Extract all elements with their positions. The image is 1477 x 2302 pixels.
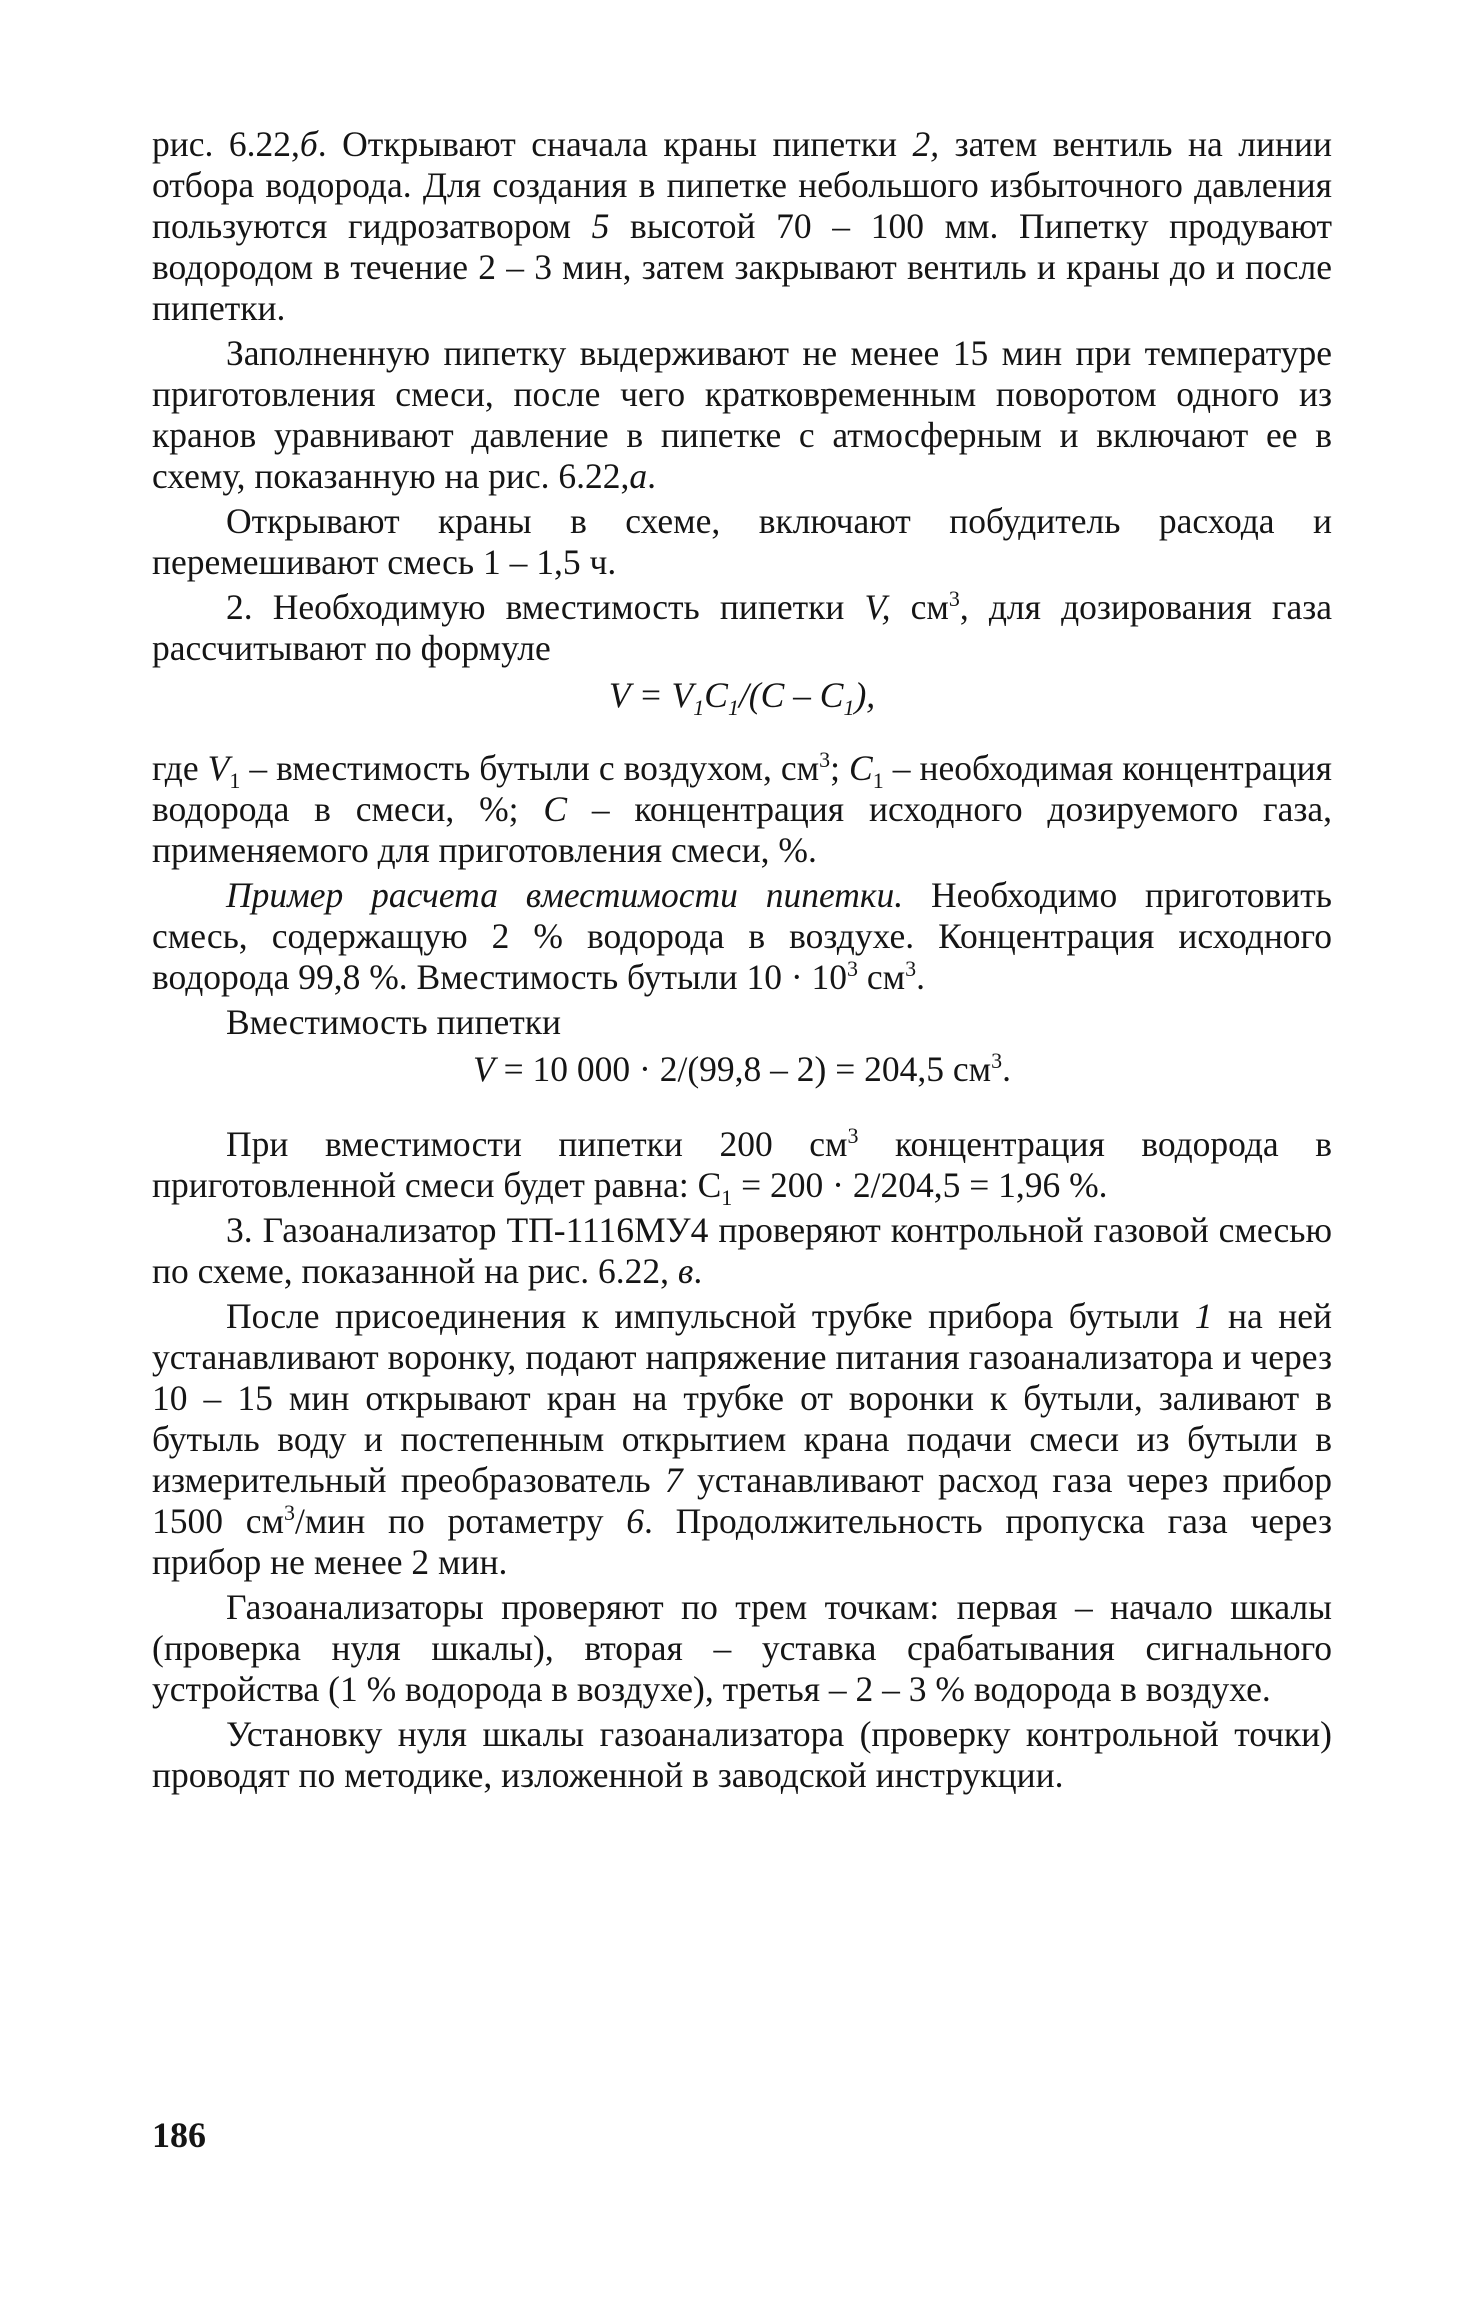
text-run: рис. 6.22,	[152, 124, 300, 164]
paragraph-8	[152, 1123, 1333, 1211]
text-run-italic: 7	[664, 1460, 683, 1500]
text-run: устанавливают расход газа через прибор 1500 см	[152, 1460, 1332, 1541]
formula-pipette-volume	[152, 675, 1332, 721]
text-run: см	[890, 587, 949, 627]
text-run: – концентрация исходного дозируемого газа, применяемого для приготовления смеси, %.	[152, 789, 1333, 870]
paragraph-3: Открывают краны в схеме, включают побудитель расхода и перемешивают смесь 1 – 1,5 ч.	[152, 501, 1332, 582]
superscript: 3	[819, 747, 831, 773]
text-run: на ней устанавливают воронку, подают напряжение питания газоанализатора и через 10 – 15 мин открывают кран на трубке от воронки к бутыли, заливают в бутыль воду и постепенным открытием крана подачи смеси из бутыли в измерительный преобразователь	[152, 1296, 1332, 1500]
paragraph-9	[152, 1210, 1332, 1292]
text-run: – вместимость бутыли с воздухом, см	[240, 748, 820, 788]
superscript: 3	[847, 956, 859, 982]
text-run: /мин по ротаметру	[294, 1501, 627, 1541]
formula-example-calculation	[152, 1049, 1332, 1090]
superscript: 3	[991, 1048, 1003, 1074]
formula-part: = 10 000 · 2/(99,8 – 2) = 204,5 см	[494, 1049, 992, 1089]
subscript: 1	[721, 1185, 733, 1211]
text-run: = 200 · 2/204,5 = 1,96 %.	[732, 1165, 1108, 1205]
text-run: Необходимо приготовить смесь, содержащую 2 % водорода в воздухе. Концентрация исходного водорода 99,8 %. Вместимость бутыли 10 · 10	[152, 875, 1333, 997]
text-run-italic: V,	[864, 587, 891, 627]
text-run: 3. Газоанализатор ТП-1116МУ4 проверяют контрольной газовой смесью по схеме, показанной на рис. 6.22,	[152, 1210, 1332, 1291]
text-run: затем вентиль на линии отбора водорода. Для создания в пипетке небольшого избыточного давления пользуются гидрозатвором	[152, 124, 1332, 246]
example-heading: Пример расчета вместимости пипетки.	[226, 875, 904, 915]
paragraph-11: Газоанализаторы проверяют по трем точкам: первая – начало шкалы (проверка нуля шкалы), вторая – уставка срабатывания сигнального устройства (1 % водорода в воздухе), третья – 2 – 3 % водорода в воздухе.	[152, 1587, 1332, 1709]
formula-part: ),	[854, 675, 876, 715]
text-run: .	[693, 1251, 703, 1291]
paragraph-12: Установку нуля шкалы газоанализатора (проверку контрольной точки) проводят по методике, изложенной в заводской инструкции.	[152, 1714, 1332, 1795]
text-run: .	[647, 456, 656, 496]
superscript: 3	[283, 1500, 295, 1526]
text-run: После присоединения к импульсной трубке прибора бутыли	[226, 1296, 1195, 1336]
text-run-italic: 2,	[912, 124, 940, 164]
text-run: концентрация водорода в приготовленной смеси будет равна: C	[152, 1124, 1333, 1205]
formula-part: V = V	[608, 675, 694, 715]
paragraph-2	[152, 333, 1332, 497]
subscript: 1	[229, 768, 241, 794]
formula-part: .	[1002, 1049, 1011, 1089]
paragraph-6	[152, 875, 1332, 998]
page-number: 186	[152, 2115, 206, 2155]
text-run: , для дозирования газа рассчитывают по формуле	[152, 587, 1332, 668]
text-run-italic: C	[849, 748, 873, 788]
page-body	[152, 124, 1332, 1800]
superscript: 3	[948, 586, 960, 612]
text-run: . Открывают сначала краны пипетки	[317, 124, 913, 164]
paragraph-1	[152, 124, 1332, 329]
text-run-italic: в	[677, 1251, 694, 1291]
text-run-italic: а	[629, 456, 648, 496]
text-run-italic: 6	[626, 1501, 644, 1541]
text-run: – необходимая концентрация водорода в смеси, %;	[152, 748, 1332, 829]
text-run: . Продолжительность пропуска газа через прибор не менее 2 мин.	[152, 1501, 1332, 1582]
formula-part: V	[473, 1049, 495, 1089]
superscript: 3	[847, 1123, 859, 1149]
text-run: Заполненную пипетку выдерживают не менее 15 мин при температуре приготовления смеси, после чего кратковременным поворотом одного из кранов уравнивают давление в пипетке с атмосферным и включают ее в схему, показанную на рис. 6.22,	[152, 333, 1332, 496]
formula-part: /(C – C	[738, 675, 844, 715]
paragraph-10	[152, 1296, 1332, 1583]
text-run-italic: C	[543, 789, 568, 829]
superscript: 3	[905, 956, 917, 982]
text-run: ;	[830, 748, 850, 788]
paragraph-4	[152, 587, 1332, 669]
text-run: где	[152, 748, 208, 788]
subscript: 1	[727, 695, 739, 721]
formula-part: C	[704, 675, 728, 715]
text-run-italic: б	[299, 124, 318, 164]
paragraph-7: Вместимость пипетки	[226, 1002, 561, 1042]
text-run-italic: 5	[591, 206, 610, 246]
text-run-italic: 1	[1194, 1296, 1213, 1336]
text-run: высотой 70 – 100 мм. Пипетку продувают водородом в течение 2 – 3 мин, затем закрывают вентиль и краны до и после пипетки.	[152, 206, 1332, 328]
paragraph-5	[152, 748, 1332, 871]
text-run-italic: V	[207, 748, 230, 788]
text-run: .	[916, 957, 926, 997]
text-run: 2. Необходимую вместимость пипетки	[226, 587, 865, 627]
text-run: При вместимости пипетки 200 см	[226, 1124, 848, 1164]
subscript: 1	[872, 768, 884, 794]
subscript: 1	[843, 695, 855, 721]
text-run: см	[858, 957, 906, 997]
subscript: 1	[693, 695, 705, 721]
